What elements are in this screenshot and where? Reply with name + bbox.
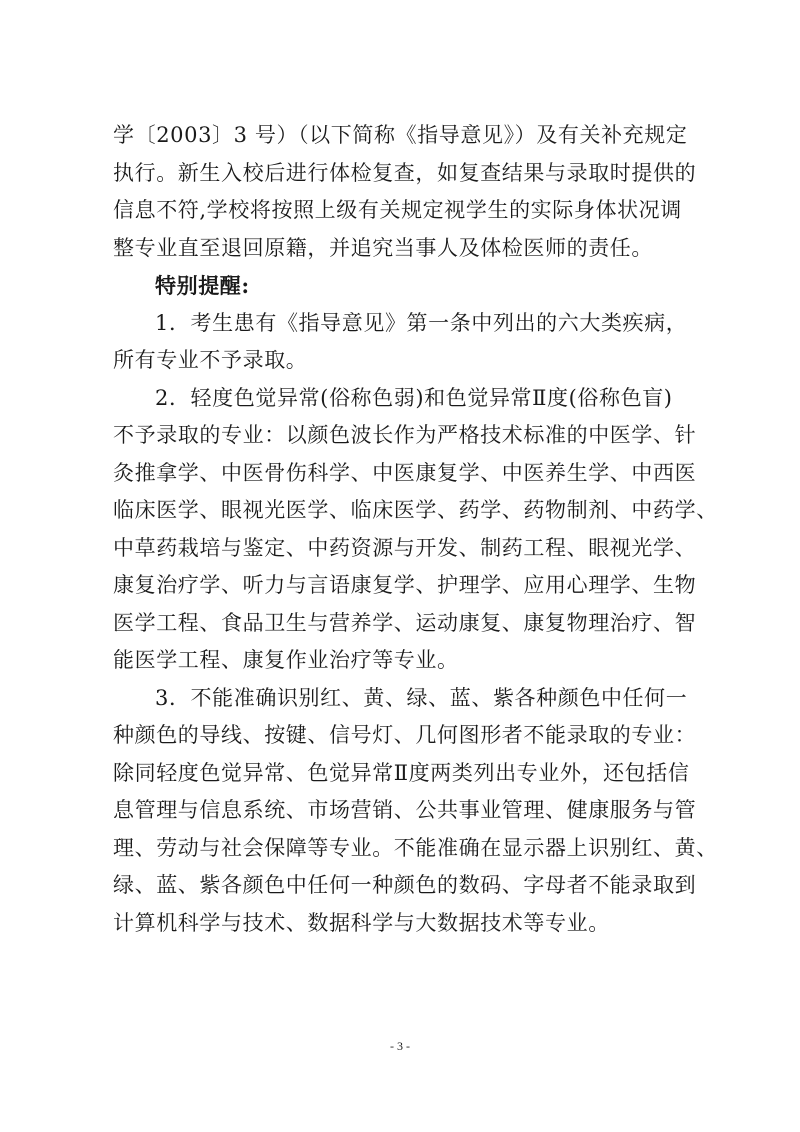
paragraph-line: 执行。新生入校后进行体检复查，如复查结果与录取时提供的 [113,160,697,185]
item-3-line: 除同轻度色觉异常、色觉异常Ⅱ度两类列出专业外，还包括信 [113,760,690,785]
item-2-line: 康复治疗学、听力与言语康复学、护理学、应用心理学、生物 [113,573,697,597]
item-2-line: 中草药栽培与鉴定、中药资源与开发、制药工程、眼视光学、 [113,535,697,560]
item-2-line: 临床医学、眼视光医学、临床医学、药学、药物制剂、中药学、 [113,498,718,522]
item-2-line: 灸推拿学、中医骨伤科学、中医康复学、中医养生学、中西医 [113,460,697,485]
paragraph-line: 整专业直至退回原籍，并追究当事人及体检医师的责任。 [113,235,653,260]
item-3-line: 绿、蓝、紫各颜色中任何一种颜色的数码、字母者不能录取到 [113,873,697,897]
special-reminder-heading: 特别提醒: [155,273,250,298]
page-number: - 3 - [390,1039,410,1053]
item-1-line: 所有专业不予录取。 [113,348,308,372]
item-2-line: 不予录取的专业：以颜色波长作为严格技术标准的中医学、针 [113,423,697,447]
paragraph-line: 信息不符,学校将按照上级有关规定视学生的实际身体状况调 [113,198,682,222]
item-3-line: 理、劳动与社会保障等专业。不能准确在显示器上识别红、黄、 [113,835,718,860]
body-text [113,117,718,942]
item-2-line: 2．轻度色觉异常(俗称色弱)和色觉异常Ⅱ度(俗称色盲) [155,385,673,410]
item-2-line: 医学工程、食品卫生与营养学、运动康复、康复物理治疗、智 [113,610,697,635]
item-3-line: 3．不能准确识别红、黄、绿、蓝、紫各种颜色中任何一 [155,685,688,710]
paragraph-line: 学〔2003〕3 号）（以下简称《指导意见》）及有关补充规定 [113,123,688,147]
item-3-line: 种颜色的导线、按键、信号灯、几何图形者不能录取的专业： [113,723,697,747]
item-2-line: 能医学工程、康复作业治疗等专业。 [113,648,459,672]
item-3-line: 计算机科学与技术、数据科学与大数据技术等专业。 [113,910,610,935]
item-3-line: 息管理与信息系统、市场营销、公共事业管理、健康服务与管 [113,798,697,822]
item-1-line: 1．考生患有《指导意见》第一条中列出的六大类疾病， [155,310,688,335]
